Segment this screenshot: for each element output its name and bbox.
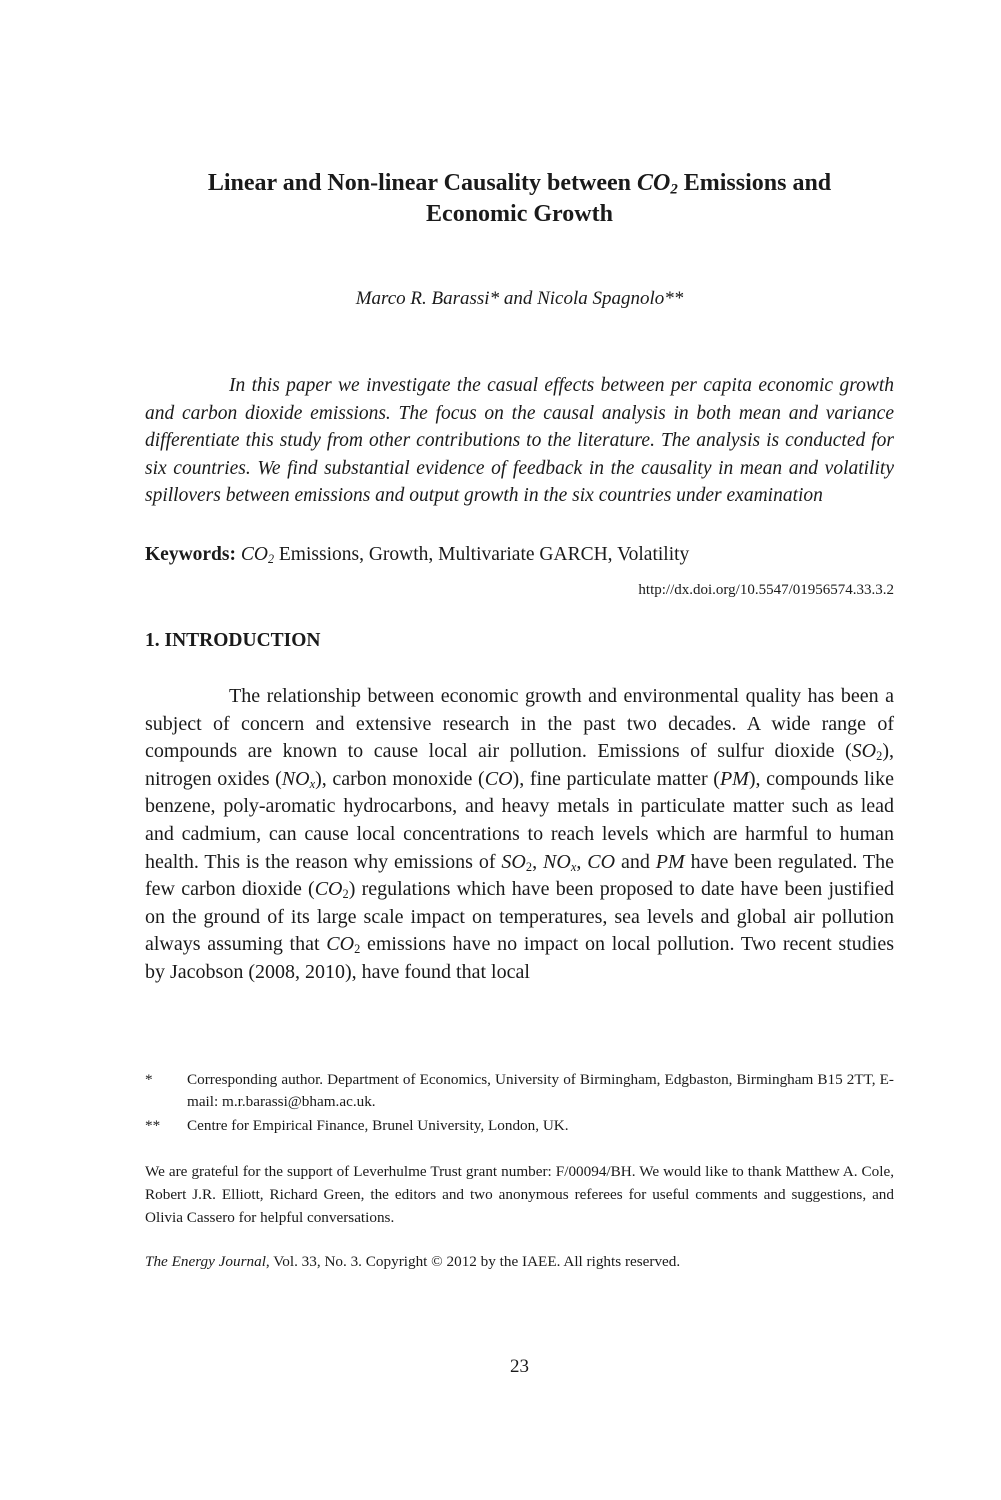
- keywords-co-subscript: 2: [267, 552, 275, 567]
- footnote-2-text: Centre for Empirical Finance, Brunel University, London, UK.: [187, 1117, 569, 1134]
- title-text-1: Linear and Non-linear Causality between: [207, 170, 637, 196]
- keywords-list: Emissions, Growth, Multivariate GARCH, Volatility: [274, 544, 690, 565]
- footnote-1-text: Corresponding author. Department of Economics, University of Birmingham, Edgbaston, Birmingham B15 2TT, E-mail: m.r.barassi@bham.ac.uk.: [187, 1071, 894, 1110]
- acknowledgment: We are grateful for the support of Leverhulme Trust grant number: F/00094/BH. We would like to thank Matthew A. Cole, Robert J.R. Elliott, Richard Green, the editors and two anonymous referees for useful comments and suggestions, and Olivia Cassero for helpful conversations.: [145, 1163, 894, 1226]
- title-text-2: Emissions and: [677, 170, 832, 196]
- abstract: In this paper we investigate the casual effects between per capita economic growth and carbon dioxide emissions. The focus on the causal analysis in both mean and variance differentiate this study from other contributions to the literature. The analysis is conducted for six countries. We find substantial evidence of feedback in the causality in mean and volatility spillovers between emissions and output growth in the six countries under examination: [145, 375, 894, 507]
- title-co: CO: [636, 170, 671, 196]
- intro-paragraph: The relationship between economic growth and environmental quality has been a subject of concern and extensive research in the past two decades. A wide range of compounds are known to cause local air pollution. Emissions of sulfur dioxide $(SO_2)$, nitrogen oxides $(NO_x)$, carbon monoxide (CO), fine particulate matter (PM), compounds like benzene, poly-aromatic hydrocarbons, and heavy metals in particulate matter such as lead and cadmium, can cause local concentrations to reach levels which are harmful to human health. This is the reason why emissions of $SO_2$, $NO_x$, CO and PM have been regulated. The few carbon dioxide $(CO_2)$ regulations which have been proposed to date have been justified on the ground of its large scale impact on temperatures, sea levels and global air pollution always assuming that $CO_2$ emissions have no impact on local pollution. Two recent studies by Jacobson (2008, 2010), have found that local: [145, 685, 895, 983]
- section-heading: 1. INTRODUCTION: [145, 630, 321, 651]
- doi-link[interactable]: http://dx.doi.org/10.5547/01956574.33.3.2: [638, 582, 894, 598]
- journal-details: , Vol. 33, No. 3. Copyright © 2012 by the IAEE. All rights reserved.: [265, 1253, 681, 1270]
- keywords-co: CO: [240, 544, 268, 565]
- footnote-1-mark: *: [145, 1071, 153, 1088]
- authors: Marco R. Barassi* and Nicola Spagnolo**: [355, 288, 684, 309]
- title-text-3: Economic Growth: [426, 201, 613, 227]
- journal-citation: [145, 1253, 680, 1271]
- footnote-2-mark: **: [145, 1117, 161, 1134]
- journal-name: The Energy Journal: [145, 1253, 266, 1270]
- footnote-2: [145, 1115, 894, 1137]
- keywords: [145, 544, 894, 566]
- footnote-1: [145, 1069, 894, 1113]
- page-number: 23: [510, 1356, 529, 1377]
- keywords-label: Keywords:: [145, 544, 236, 565]
- title-co-subscript: 2: [670, 181, 678, 198]
- paper-title: [145, 168, 894, 230]
